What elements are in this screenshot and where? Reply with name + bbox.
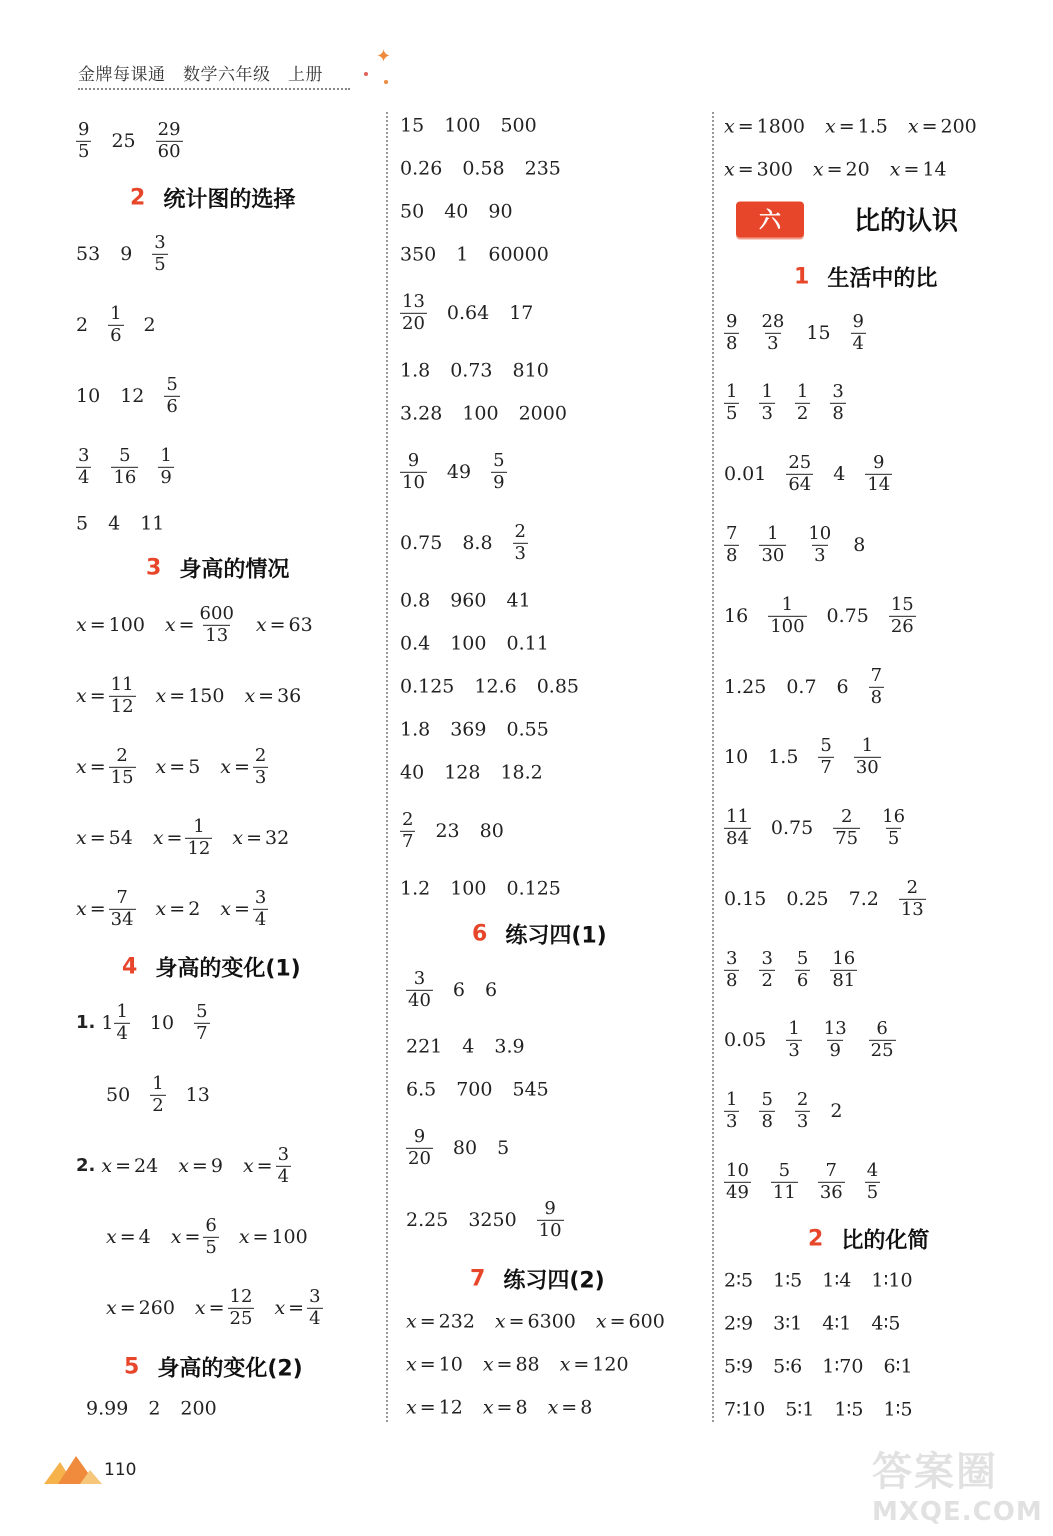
answer-value: 10 xyxy=(149,1011,175,1034)
answer-row: 1.2 100 0.125 xyxy=(400,877,561,900)
answer-row: $\frac{1}{3}$ $\frac{5}{8}$ $\frac{2}{3}$ 2 xyxy=(726,1088,843,1132)
fraction: $\frac{5}{6}$ xyxy=(166,373,178,417)
answer-value: 50 xyxy=(106,1083,131,1106)
equation: x = 150 xyxy=(155,684,225,707)
equation: x = $\frac{3}{4}$ xyxy=(220,886,267,930)
answer-row: x = 10 x = 88 x = 120 xyxy=(406,1353,629,1376)
watermark-url: MXQE.COM xyxy=(872,1497,1043,1527)
answer-value: 13 xyxy=(185,1083,210,1106)
question-label: 1. xyxy=(76,1012,96,1033)
answer-row xyxy=(76,817,289,859)
section-title: 身高的变化(1) xyxy=(155,956,301,982)
answer-row: 0.8 960 41 xyxy=(400,589,531,612)
answer-row: $\frac{2}{7}$ 23 80 xyxy=(402,808,504,852)
section-number: 3 xyxy=(146,555,162,581)
equation: x = 9 xyxy=(178,1154,223,1177)
answer-row xyxy=(76,1145,291,1187)
answer-row: $\frac{9}{20}$ 80 5 xyxy=(408,1125,510,1169)
answer-row: 15 100 500 xyxy=(400,114,537,137)
section-heading xyxy=(122,952,301,983)
answer-value: 9.99 xyxy=(86,1397,129,1420)
answer-value: 5 xyxy=(76,512,89,535)
answer-row: x = 12 x = 8 x = 8 xyxy=(406,1396,593,1419)
section-title: 身高的变化(2) xyxy=(157,1356,303,1382)
equation: x = 54 xyxy=(76,826,133,849)
section-number: 4 xyxy=(122,954,138,980)
fraction: $\frac{3}{40}$ xyxy=(408,967,431,1011)
equation: x = $\frac{2}{3}$ xyxy=(220,744,267,788)
fraction: $\frac{5}{16}$ xyxy=(113,444,137,488)
answer-row: 5∶9 5∶6 1∶70 6∶1 xyxy=(724,1355,913,1378)
answer-row xyxy=(76,233,168,275)
fraction: $\frac{5}{9}$ xyxy=(493,449,505,493)
answer-row: 0.75 8.8 $\frac{2}{3}$ xyxy=(400,520,526,564)
section-title: 生活中的比 xyxy=(827,266,938,292)
answer-row: 0.4 100 0.11 xyxy=(400,632,549,655)
answer-value: 9 xyxy=(120,242,133,265)
answer-value: 200 xyxy=(180,1397,217,1420)
answer-row xyxy=(86,1397,217,1420)
answer-row: 16 $\frac{1}{100}$ 0.75 $\frac{15}{26}$ xyxy=(724,593,914,637)
fraction: $\frac{29}{60}$ xyxy=(157,118,181,162)
answer-value: 25 xyxy=(111,129,136,152)
answer-row: $\frac{3}{40}$ 6 6 xyxy=(408,967,498,1011)
section-number: 6 xyxy=(472,921,488,947)
watermark-text: 答案圈 xyxy=(872,1449,998,1495)
answer-row: 1.8 0.73 810 xyxy=(400,359,549,382)
equation: x = 24 xyxy=(101,1154,159,1177)
answer-row: $\frac{9}{10}$ 49 $\frac{5}{9}$ xyxy=(402,449,505,493)
answer-row: $\frac{11}{84}$ 0.75 $\frac{2}{75}$ $\frac{16}{5}$ xyxy=(726,805,906,849)
equation: x = 36 xyxy=(244,684,302,707)
equation: x = $\frac{3}{4}$ xyxy=(274,1285,321,1329)
answer-value: 2 xyxy=(143,313,156,336)
equation: x = $\frac{600}{13}$ xyxy=(164,602,234,646)
section-number: 2 xyxy=(808,1226,824,1252)
answer-value: 10 xyxy=(76,384,101,407)
fraction: $\frac{1}{2}$ xyxy=(152,1072,164,1116)
answer-row: $\frac{10}{49}$ $\frac{5}{11}$ $\frac{7}{36}$ $\frac{4}{5}$ xyxy=(726,1159,879,1203)
section-heading xyxy=(470,1264,605,1295)
answer-row xyxy=(106,1287,323,1329)
answer-row: 10 1.5 $\frac{5}{7}$ $\frac{1}{30}$ xyxy=(724,734,879,778)
sparkle-icon: ✦ xyxy=(376,46,392,67)
equation: x = $\frac{11}{12}$ xyxy=(76,673,134,717)
fraction: $\frac{9}{10}$ xyxy=(402,449,425,493)
fraction: $\frac{5}{7}$ xyxy=(196,1000,208,1044)
equation: x = $\frac{3}{4}$ xyxy=(242,1143,290,1187)
answer-row: 2∶9 3∶1 4∶1 4∶5 xyxy=(724,1312,901,1335)
page-footer xyxy=(44,1448,164,1488)
section-heading xyxy=(146,553,289,584)
fraction: $\frac{2}{7}$ xyxy=(402,808,414,852)
answer-row: 7∶10 5∶1 1∶5 1∶5 xyxy=(724,1398,913,1421)
answer-value: 53 xyxy=(76,242,101,265)
column-divider xyxy=(386,112,388,1422)
answer-row: $\frac{7}{8}$ $\frac{1}{30}$ $\frac{10}{3}$ 8 xyxy=(726,522,866,566)
section-heading xyxy=(472,919,607,950)
section-number: 7 xyxy=(470,1266,486,1292)
answer-row: 0.01 $\frac{25}{64}$ 4 $\frac{9}{14}$ xyxy=(724,451,891,495)
answer-row xyxy=(76,120,183,162)
section-number: 1 xyxy=(794,264,810,290)
chapter-badge: 六 xyxy=(736,201,804,237)
mountain-icon xyxy=(44,1448,104,1488)
equation: x = 260 xyxy=(106,1296,175,1319)
answer-row xyxy=(76,604,313,646)
fraction: $\frac{2}{3}$ xyxy=(514,520,526,564)
answer-row: 0.05 $\frac{1}{3}$ $\frac{13}{9}$ $\frac{6}{25}$ xyxy=(724,1017,894,1061)
equation: x = 100 xyxy=(76,613,145,636)
answer-row xyxy=(76,375,180,417)
equation: x = 5 xyxy=(155,755,201,778)
equation: x = $\frac{7}{34}$ xyxy=(76,886,134,930)
fraction: $\frac{3}{4}$ xyxy=(78,444,90,488)
answer-row: 3.28 100 2000 xyxy=(400,402,567,425)
watermark-logo xyxy=(872,1440,1042,1530)
fraction: $\frac{3}{5}$ xyxy=(154,231,166,275)
dot-icon xyxy=(384,80,388,84)
answer-row: 0.26 0.58 235 xyxy=(400,157,561,180)
section-heading xyxy=(124,1352,303,1383)
dot-icon xyxy=(364,72,368,76)
equation: x = $\frac{12}{25}$ xyxy=(194,1285,253,1329)
page-number: 110 xyxy=(104,1460,137,1480)
chapter-header xyxy=(736,201,958,238)
fraction: $\frac{13}{20}$ xyxy=(402,290,425,334)
header-divider xyxy=(78,88,350,90)
equation: x = 32 xyxy=(232,826,290,849)
section-heading xyxy=(794,262,937,293)
answer-row xyxy=(76,675,301,717)
answer-value: 2 xyxy=(76,313,89,336)
answer-row xyxy=(76,512,165,535)
mixed-number: 1 $\frac{1}{4}$ xyxy=(101,1000,128,1044)
answer-row: 40 128 18.2 xyxy=(400,761,543,784)
chapter-title: 比的认识 xyxy=(854,206,959,237)
answer-value: 2 xyxy=(148,1397,161,1420)
answer-row: x = 232 x = 6300 x = 600 xyxy=(406,1310,665,1333)
answer-row xyxy=(106,1074,210,1116)
fraction: $\frac{1}{6}$ xyxy=(110,302,122,346)
answer-row: 221 4 3.9 xyxy=(406,1035,525,1058)
section-number: 2 xyxy=(130,185,146,211)
section-title: 比的化简 xyxy=(841,1228,930,1254)
question-label: 2. xyxy=(76,1155,96,1176)
page-header xyxy=(78,46,392,92)
section-number: 5 xyxy=(124,1354,140,1380)
equation: x = 4 xyxy=(106,1225,151,1248)
answer-row: 350 1 60000 xyxy=(400,243,549,266)
section-title: 身高的情况 xyxy=(179,557,290,583)
equation: x = 63 xyxy=(255,613,313,636)
equation: x = $\frac{2}{15}$ xyxy=(76,744,134,788)
equation: x = $\frac{1}{12}$ xyxy=(152,815,211,859)
answer-row xyxy=(76,1002,210,1044)
answer-row: 50 40 90 xyxy=(400,200,513,223)
equation: x = $\frac{6}{5}$ xyxy=(170,1214,217,1258)
equation: x = 100 xyxy=(238,1225,308,1248)
column-divider xyxy=(712,112,714,1422)
answer-row: 6.5 700 545 xyxy=(406,1078,549,1101)
answer-row: $\frac{9}{8}$ $\frac{28}{3}$ 15 $\frac{9}{4}$ xyxy=(726,310,864,354)
fraction: $\frac{1}{9}$ xyxy=(160,444,172,488)
section-title: 练习四(1) xyxy=(505,923,607,949)
fraction: $\frac{9}{10}$ xyxy=(538,1197,562,1241)
answer-row xyxy=(76,888,268,930)
answer-row: 2.25 3250 $\frac{9}{10}$ xyxy=(406,1197,562,1241)
answer-row: $\frac{3}{8}$ $\frac{3}{2}$ $\frac{5}{6}$ $\frac{16}{81}$ xyxy=(726,947,856,991)
answer-row: 0.15 0.25 7.2 $\frac{2}{13}$ xyxy=(724,876,924,920)
answer-row xyxy=(76,446,174,488)
answer-row: x = 300 x = 20 x = 14 xyxy=(724,158,947,181)
fraction: $\frac{9}{20}$ xyxy=(408,1125,431,1169)
answer-row xyxy=(106,1216,308,1258)
section-heading xyxy=(808,1224,929,1255)
answer-row xyxy=(76,746,268,788)
equation: x = 2 xyxy=(155,897,201,920)
answer-value: 12 xyxy=(120,384,145,407)
answer-row: x = 1800 x = 1.5 x = 200 xyxy=(724,115,977,138)
section-heading xyxy=(130,183,295,214)
answer-row: $\frac{13}{20}$ 0.64 17 xyxy=(402,290,534,334)
answer-row: 0.125 12.6 0.85 xyxy=(400,675,580,698)
answer-value: 11 xyxy=(140,512,165,535)
answer-row: 1.25 0.7 6 $\frac{7}{8}$ xyxy=(724,664,883,708)
answer-value: 4 xyxy=(108,512,121,535)
answer-row xyxy=(76,304,156,346)
answer-row: 2∶5 1∶5 1∶4 1∶10 xyxy=(724,1269,913,1292)
section-title: 练习四(2) xyxy=(503,1268,605,1294)
answer-row: 1.8 369 0.55 xyxy=(400,718,549,741)
answer-row: $\frac{1}{5}$ $\frac{1}{3}$ $\frac{1}{2}$ $\frac{3}{8}$ xyxy=(726,380,844,424)
header-title: 金牌每课通 数学六年级 上册 xyxy=(78,65,323,85)
section-title: 统计图的选择 xyxy=(163,187,296,213)
fraction: $\frac{9}{5}$ xyxy=(78,118,90,162)
